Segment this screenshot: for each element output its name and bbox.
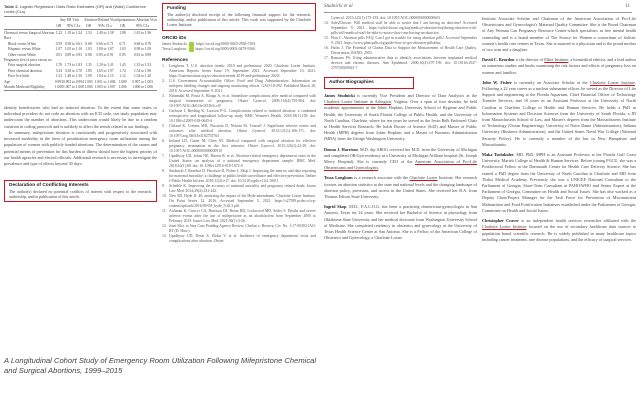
reference-number: 13. (162, 233, 167, 238)
left-column-2 (162, 0, 316, 244)
orcid-icon (189, 42, 194, 47)
references-list-continued (324, 16, 477, 71)
table-cell: 1.29 to 1.41 (96, 63, 114, 68)
reference-item (162, 139, 316, 154)
table-cell: 1.81 to 1.96 (133, 31, 152, 35)
table-cell: 1.35 to 1.53 (133, 63, 152, 68)
table-cell: 1.04 to 1.20 (133, 74, 152, 79)
conflict-declaration-title: Declaration of Conflicting Interests (9, 182, 89, 188)
table-cell: 0.85 to 0.91 (96, 52, 114, 57)
highlighted-affiliation: Charlotte Lozier Institute (589, 79, 635, 85)
reference-number: 14. (324, 21, 329, 25)
table-cell: 0.68 to 0.76 (133, 41, 152, 46)
table-cell: 1.006 (118, 84, 127, 89)
table-row (4, 52, 157, 57)
reference-text: Longbons T. U.S. abortion trends: 2019 and preliminary 2020. Charlotte Lozier Institute. American Reports Series Issue 19, September 2021. Accessed September 10, 2021. https://lozierinstitute.org/us-abortion-trends-2019-and-preliminary-2020/ (169, 63, 316, 78)
highlighted-affiliation: Charlotte Lozier (409, 175, 438, 181)
row-label: Prior surgical abortion (8, 63, 41, 68)
table-cell: 1.09 (85, 74, 92, 79)
table-cell: 1.006 (84, 84, 93, 89)
table-cell: 1.05 to 1.10 (64, 47, 83, 52)
row-label: Age (4, 79, 10, 84)
reference-text: Cleland K, Creinin MD, Nucatola D, Nshom M, Trussell J. Significant adverse events and outcomes after medical abortion. Obstet Gynecol. 2013;121(1):166-171. doi: 10.1097/aog.0b013e3182755763 (169, 123, 316, 138)
reference-text: Joint Mot. to Stay Case Pending Agency Review. Chelius v. Becerra, Civ. No. 1:17-00493 JAO-RT (D. Haw.). (169, 223, 316, 233)
table-cell: 1.19 to 1.24 (64, 31, 83, 35)
reference-text: Hicks J. The Potential of Claims Data to Support the Measurement of Health Care Quality. Dissertation, RAND; 2003. (331, 46, 477, 55)
bio-text: is an independent health services researcher affiliated with the (518, 218, 636, 224)
table-row (4, 63, 157, 68)
running-head: Studnicki et al (324, 4, 353, 9)
sub-header: 95% CLs (128, 23, 157, 30)
table-cell: 1.54 to 1.96 (133, 68, 152, 73)
table-cell: 1.006 to 1.006 (128, 84, 157, 90)
orcid-link[interactable]: https://orcid.org/0000-0003-0479-9166 (195, 46, 256, 51)
funding-text: The author(s) disclosed receipt of the following financial support for the research, authorship, and/or publication of this article: This work was supported by the Charlotte Lozier Institute. (167, 12, 311, 28)
author-bio (324, 147, 477, 172)
table-cell: 1.07 (55, 47, 63, 52)
highlighted-affiliation: Charlotte Lozier Institute in Arlington (324, 99, 391, 105)
bio-text: , a biomedical ethicist, and a lead author on numerous studies and books examining the risk factors and effects of pregnancy loss on women and families. (482, 57, 636, 75)
bio-text: , M.D. dip ABOG received her M.D. from the University of Michigan and completed OB/Gyn residency at a University of Michigan Affiliate hospital (St. Joseph Mercy Hospital). She is currently CEO of the (324, 146, 478, 165)
reference-item (162, 79, 316, 94)
highlighted-affiliation: Charlotte Lozier Institute (482, 224, 527, 230)
table-cell: 0.59 (55, 41, 63, 46)
reference-number: 6. (162, 138, 165, 143)
reference-item (162, 109, 316, 124)
left-column-1 (4, 0, 157, 202)
reference-text: Carlsson I, Breding K, Larsson P-G. Complications related to induced abortion: a combined retrospective and longitudinal follow-up study. BMC Women's Health. 2018;18(1):158. doi: 10.1186/s12905-018-0645-6 (169, 108, 316, 123)
table-cell: 0.993 (54, 79, 63, 84)
conflict-declaration-box (4, 180, 157, 202)
reference-text: Safe2Choose. Will medical staff be able to notice that I am having an abortion? Accessed September 9, 2021. https://safe2choose.org/faq/medical-abortion-faq/during-abortion-with-pills/will-medical-staff-be-able-to-notice-that-i-am-having-an-abortion (331, 21, 477, 35)
author-bio (324, 175, 477, 200)
reference-number: 17. (324, 56, 329, 60)
reference-number: 4. (162, 108, 165, 113)
highlighted-affiliation: American Association of Pro-Life Obstetricians and Gynecologists (324, 159, 477, 171)
bio-text: , Virginia. Over a span of four decades, he held academic appointments at the Johns Hopkins University School of Hygiene and Public Health, the University of South Florida College of Public Health, and the University of North Carolina, Charlotte, where for ten years he served as the Irwin Belk Endowed Chair in Health Services Research. He holds Doctor of Science (ScD) and Master of Public Health (MPH) degrees from Johns Hopkins and a Master of Business Administration (MBA) from the George Washington University. (324, 99, 477, 142)
table-cell: 1.48 to 1.56 (64, 74, 83, 79)
reference-item (324, 56, 477, 71)
table-cell: 1.35 (85, 63, 92, 68)
header-rule (324, 12, 632, 13)
orcid-entry (162, 47, 316, 52)
table-cell: 1.49 to 1.58 (96, 31, 114, 35)
reference-number: 8. (162, 168, 165, 173)
reference-text: Scheible K. Improving the accuracy of maternal mortality and pregnancy related death. Issues Law Med. 2014;29(2):231-242. (169, 183, 316, 193)
sub-header: 95% CLs (93, 23, 117, 30)
reference-item (324, 36, 477, 46)
table-cell: 1.78 (55, 63, 63, 68)
reference-text: Romano PS. Using administrative data to identify associations between implanted medical devices and chronic diseases. Ann Epidemiol. 2000;10(4):197-199. doi: 10.1016/s1047-2797(00)00041-7 (331, 56, 477, 70)
right-column-1 (324, 16, 477, 241)
table-cell: 0.997 to 1.003 (132, 79, 153, 84)
sub-header: OR (84, 23, 93, 30)
reference-text: U.S. Government Accountability Office. Food and Drug Administration: Information on mifeprex labeling changes and ongoing monitoring efforts. GAO-18-292. Published March 28, 2018. Accessed September 9, 2021. (169, 78, 316, 93)
bio-text: . Following a 22 year career as a nuclear submarine officer, he served as the Director of Life Support and engineering at the Florida Aquarium, Chief Financial Officer of Technology Transfer Services, and 10 years as an Assistant Professor at the University of North Carolina at Charlotte College of Health and Human Services. He holds a PhD in Information Systems and Decision Sciences from the University of South Florida, a JD from Massachusetts School of Law, and Master's degrees from the Massachusetts Institute of Technology (Ocean Engineering), University of Notre Dame (Administration), Indiana University (Business Administration), and the United States Naval War College (National Security Policy). He is currently a member of the bar in New Hampshire and Massachusetts. (482, 79, 636, 147)
orcid-name: James Studnicki (162, 41, 187, 46)
author-name: John W. Fisher (482, 79, 512, 85)
reference-number: 3. (162, 93, 165, 98)
reference-number: 10. (162, 193, 167, 198)
reference-number: 7. (162, 153, 165, 158)
right-column-2 (482, 16, 636, 243)
table-cell: 1.000 (118, 79, 127, 84)
table-cell: 1.003 (84, 79, 93, 84)
table-label: Table 2. (4, 4, 19, 9)
table-cell: 0.89 to 0.93 (64, 52, 83, 57)
bio-text: Institute. Her research focuses on abortion statistics at the state and national levels and the changing landscape of abortion policy, provision, and access in the United States. She received her B.A. from Thomas Edison State University. (324, 175, 478, 200)
header-blank (4, 23, 55, 30)
bio-text: is a research associate with the (352, 175, 410, 181)
author-bio (482, 16, 636, 53)
row-label: Prior chemical abortion (8, 68, 42, 73)
bio-text: , MD, PhD, MPH is an Assistant Professor at the Florida Gulf Coast University, Marieb College of Health & Human Services. Before joining FGCU, she was a Postdoctoral Fellow at the Dartmouth Center for Health Care Delivery Science. She has earned a PhD degree from the University of North Carolina at Charlotte and MD from Tbilisi Medical Academy. Previously she was a UNICEF National Consultant to the Parliament of Georgia, Short-Term Consultant at PAHO/WHO and Senior Expert at the Parliament of Georgia, Committee on Health and Social Issues. She has also worked as a Deputy Chair/Project Manager for the Task Force for Prevention of Micronutrient Malnutrition and Food Fortification Initiatives established under the Parliament of Georgia, Committee on Health and Social Issues. (482, 152, 637, 213)
author-name: David C. Reardon (482, 57, 515, 63)
table-row (4, 68, 157, 73)
reference-item (162, 184, 316, 194)
right-page (320, 0, 640, 400)
table-cell: 1.007 to 1.008 (63, 84, 84, 89)
paragraph: In summary, mifepristone abortion is consistently and progressively associated with increased morbidity in the form of postabortion emergency room utilization among the population of women with publicly funded abortions. The determination of the causes and potential means of prevention for this burden of illness should have the highest priority of our health agencies and elected officials. Additional research is necessary to investigate the prevalence and type of effects beyond 30 days. (4, 129, 157, 167)
bio-text: , M.D., F.A.C.O.G. has been a practicing obstetrician-gynecologist in San Antonio, Texas for 24 years. She received her Bachelor of Science in physiology from Oklahoma State University and her medical doctorate from Washington University School of Medicine. She completed residency in obstetrics and gynecology at the University of Texas Health Science Center at San Antonio. She is a Fellow of the American College of Obstetrics and Gynecology, a Charlotte Lozier (324, 204, 478, 241)
author-bio (482, 57, 636, 76)
row-label: Prior live birth (8, 74, 30, 79)
table-cell: 0.66 to 0.71 (96, 41, 114, 46)
table-cell: 1.73 to 1.83 (64, 63, 83, 68)
reference-item (162, 94, 316, 109)
bio-text: focused on the use of secondary healthcare data sources to population based scientific research. He is widely published in many healthcare topics including cancer treatment, rare disease populations, and the efficacy of surgical services. (482, 224, 636, 242)
table-cell: 1.001 to 1.004 (94, 79, 116, 84)
author-name: James Studnicki (324, 93, 355, 98)
table-cell: 1.005 to 1.007 (94, 84, 116, 89)
author-bio (482, 80, 636, 148)
row-label: Pregnancy (ies) d prior versus no (4, 57, 52, 62)
orcid-heading: ORCID iDs (162, 35, 187, 41)
paragraph: identify beneficiaries who had an induced abortion. To the extent that some states or individual providers do not code an abortion with an ICD code, our study population may undercount the number of abortions. This undercount would likely be due to a random variation in coding protocols and is unlikely to affect the trends related in our findings. (4, 104, 157, 129)
table-cell: 0.98 to 1.09 (133, 47, 152, 52)
table-cell: 1.22 (55, 31, 63, 35)
table-cell: 1.52 (55, 74, 63, 79)
reference-item (162, 154, 316, 169)
author-bio (324, 204, 477, 241)
table-cell: 1.00 to 1.07 (96, 47, 114, 52)
conflict-declaration-text: The author(s) declared no potential conflicts of interest with respect to the research, authorship, and/or publication of this article. (9, 188, 152, 199)
table-cell: 0.88 (85, 52, 92, 57)
reference-number: 12. (162, 223, 167, 228)
reference-text: Upadhyay UD, Desai S, Zlidar V, et al. Incidence of emergency department visits and complications after abortion. Obstet (169, 233, 316, 243)
author-name: Ingrid Skop (324, 204, 347, 210)
reference-text: Plan C. Abortion pills FAQ: Can I get in trouble for using abortion pills? Accessed September 9, 2021. https://www.plancpills.org/guide-how-to-get-abortion-pills#faq (331, 36, 477, 45)
table-cell: 1.43 (119, 63, 126, 68)
table-cell: 1.008 (54, 84, 63, 89)
reference-number: 5. (162, 123, 165, 128)
table-cell: 1.12 (119, 74, 126, 79)
table-cell: 1.53 (85, 31, 92, 35)
author-biographies-box (324, 77, 414, 89)
reference-text: Aultman K, Cirucci CA, Harrison DJ, Beran BD, Lockwood MD, Seiler S. Deaths and severe adverse events after the use of mifepristone as an abortifacient from September 2000 to February 2019. Issues Law Med. 2021;36(1):3-26. (169, 208, 316, 223)
reference-item (324, 46, 477, 56)
table-cell: 0.71 (119, 41, 126, 46)
reference-item (162, 124, 316, 139)
author-name: Tessa Longbons (324, 175, 353, 181)
table-cell: 0.91 (55, 52, 63, 57)
reference-text: Upadhyay UD, Johns NE, Barron R, et al. Abortion-related emergency department visits in the United States: an analysis of a national emergency department sample. BMC Med. 2018;16(1):88. doi: 10.1186/s12916-018-1072-0 (169, 153, 316, 168)
reference-number: 2. (162, 78, 165, 83)
author-name: Maka Tsulukidze (482, 152, 514, 158)
reference-text: Gynecol. 2015;125(1):175-183. doi: 10.1097/AOG.0000000000000603 (331, 16, 440, 20)
reference-item (162, 169, 316, 184)
reference-number: 15. (324, 36, 329, 40)
table-caption (4, 4, 157, 14)
table-cell: 0.85 (119, 52, 126, 57)
row-label: Chemical versus Surgical Abortion (4, 31, 55, 35)
reference-number: 1. (162, 63, 165, 68)
row-label: Hispanic versus White (8, 47, 41, 52)
orcid-link[interactable]: https://orcid.org/0000-0003-2958-7493 (195, 41, 256, 46)
header-blank (4, 17, 55, 24)
reference-text: New MJ, Hyde JJ. 40: analyzing the impact of the Hyde amendment. Charlotte Lozier Institute, On Point Series 12. 2016. Accessed September 5, 2021. https://s27589.pcdn.co/wp-content/uploads/2016/09/OP_hyde_9.28.3.pdf (169, 193, 316, 208)
table-cell: 1.03 (119, 47, 126, 52)
table-row (4, 84, 157, 90)
references-heading: References (162, 57, 188, 63)
row-label: Months Medicaid Eligibility (4, 84, 55, 90)
bio-text: Institute Associate Scholar and Chairman of the American Association of Pro-Life Obstetricians and Gynecologist's Maternal Quality Committee. She is the Board Chairman of Any Woman Can Pregnancy Resource Center-which specializes in free mental health counseling and is a board member of The Source for Women-a consortium of holistic women's health care centers in Texas. She is married to a physician and is the proud mother of two sons and a daughter. (482, 16, 636, 53)
bio-text: is currently an Associate Scholar at the (511, 79, 590, 85)
row-label: Other versus White (8, 52, 36, 57)
reference-number: 11. (162, 208, 167, 213)
reference-item (162, 224, 316, 234)
table-cell: 1.85 (85, 68, 92, 73)
sub-header: OR (117, 23, 128, 30)
sub-header: 95% CLs (63, 23, 84, 30)
discussion-text (4, 105, 157, 168)
table-row (4, 74, 157, 79)
bios-column-2 (482, 16, 636, 243)
highlighted-affiliation: Elliot Institute (544, 57, 569, 63)
table-body (4, 30, 157, 90)
references-list (162, 64, 316, 244)
group-header: Abortion-Related Visit (84, 18, 117, 22)
reference-item (162, 234, 316, 244)
row-label: Race (4, 36, 12, 41)
reference-item (324, 21, 477, 36)
author-name: Donna J. Harrison (324, 146, 358, 152)
page-number: 11 (625, 4, 630, 9)
article-title: A Longitudinal Cohort Study of Emergency Room Utilization Following Mifepristone Chemical and Surgical Abortions, 1999–2015 (4, 356, 317, 375)
table-row (4, 47, 157, 52)
bio-text: . (378, 165, 380, 171)
group-header: Spontaneous Abortion Visit (117, 18, 157, 22)
table-row (4, 30, 157, 36)
table-caption-text: Logistic Regression Odds Ratio Estimates (OR) and (Wald) Confidence Limits (CLs). (4, 4, 147, 14)
table-cell: 1.03 (85, 47, 92, 52)
reference-item (162, 64, 316, 79)
author-bio (324, 93, 477, 143)
odds-ratio-table (4, 16, 157, 91)
reference-text: Ireland LD, Gatter M, Chen AY. Medical compared with surgical abortion for effective pregnancy termination in the first trimester. Obstet Gynecol. 2015;126(1):22-28. doi: 10.1097/AOG.0000000000000910 (169, 138, 316, 153)
funding-box (162, 3, 316, 31)
row-label: Black versus White (8, 41, 37, 46)
author-biographies-title: Author Biographies (329, 80, 374, 85)
reference-number: 16. (324, 46, 329, 50)
reference-text: Studnicki J, Reardon D, Harrison D, Fisher J, Skop I. Improving the metrics and data reporting for maternal mortality: a challenge to public health surveillance and effective prevention. Online J Public Health Inform. 2019;11(2):e17. doi: 10.5210/ojphi.v11i2.10011 (169, 168, 316, 183)
sub-header: OR (56, 24, 62, 29)
orcid-name: Tessa Longbons (162, 46, 187, 51)
bios-column-1 (324, 93, 477, 241)
table-cell: 3.38 to 3.70 (64, 68, 83, 73)
table-cell: 1.65 to 1.97 (96, 68, 114, 73)
group-header: Any ER Visit (55, 17, 84, 24)
table-cell: 0.992 to 0.994 (63, 79, 84, 84)
table-cell: 1.74 (119, 68, 126, 73)
reference-item (162, 194, 316, 209)
table-cell: 1.88 (119, 31, 126, 35)
funding-title: Funding (167, 6, 186, 11)
table-cell: 0.68 (85, 41, 92, 46)
reference-item (162, 209, 316, 224)
table-cell: 0.81 to 0.89 (133, 52, 152, 57)
bio-text: is the director of (514, 57, 545, 63)
orcid-icon (189, 47, 194, 52)
reference-number: 9. (162, 183, 165, 188)
bio-text: is currently Vice President and Director of Data Analytics at the (354, 93, 478, 98)
author-bio (482, 152, 636, 214)
table-cell: 3.34 (55, 68, 63, 73)
reference-text: Niinimäki M, Pouta A, Bloigu A, et al. Immediate complications after medical compared with surgical termination of pregnancy. Obstet Gynecol. 2009;114(4):795-804. doi: 10.1097/AOG.0b013e3181b5ccf9 (169, 93, 316, 108)
table-row (4, 41, 157, 46)
author-bio (482, 218, 636, 243)
author-name: Christopher Craver (482, 218, 519, 224)
table-cell: 0.58 to 0.61 (64, 41, 83, 46)
table-cell: 1.04 to 1.15 (96, 74, 114, 79)
